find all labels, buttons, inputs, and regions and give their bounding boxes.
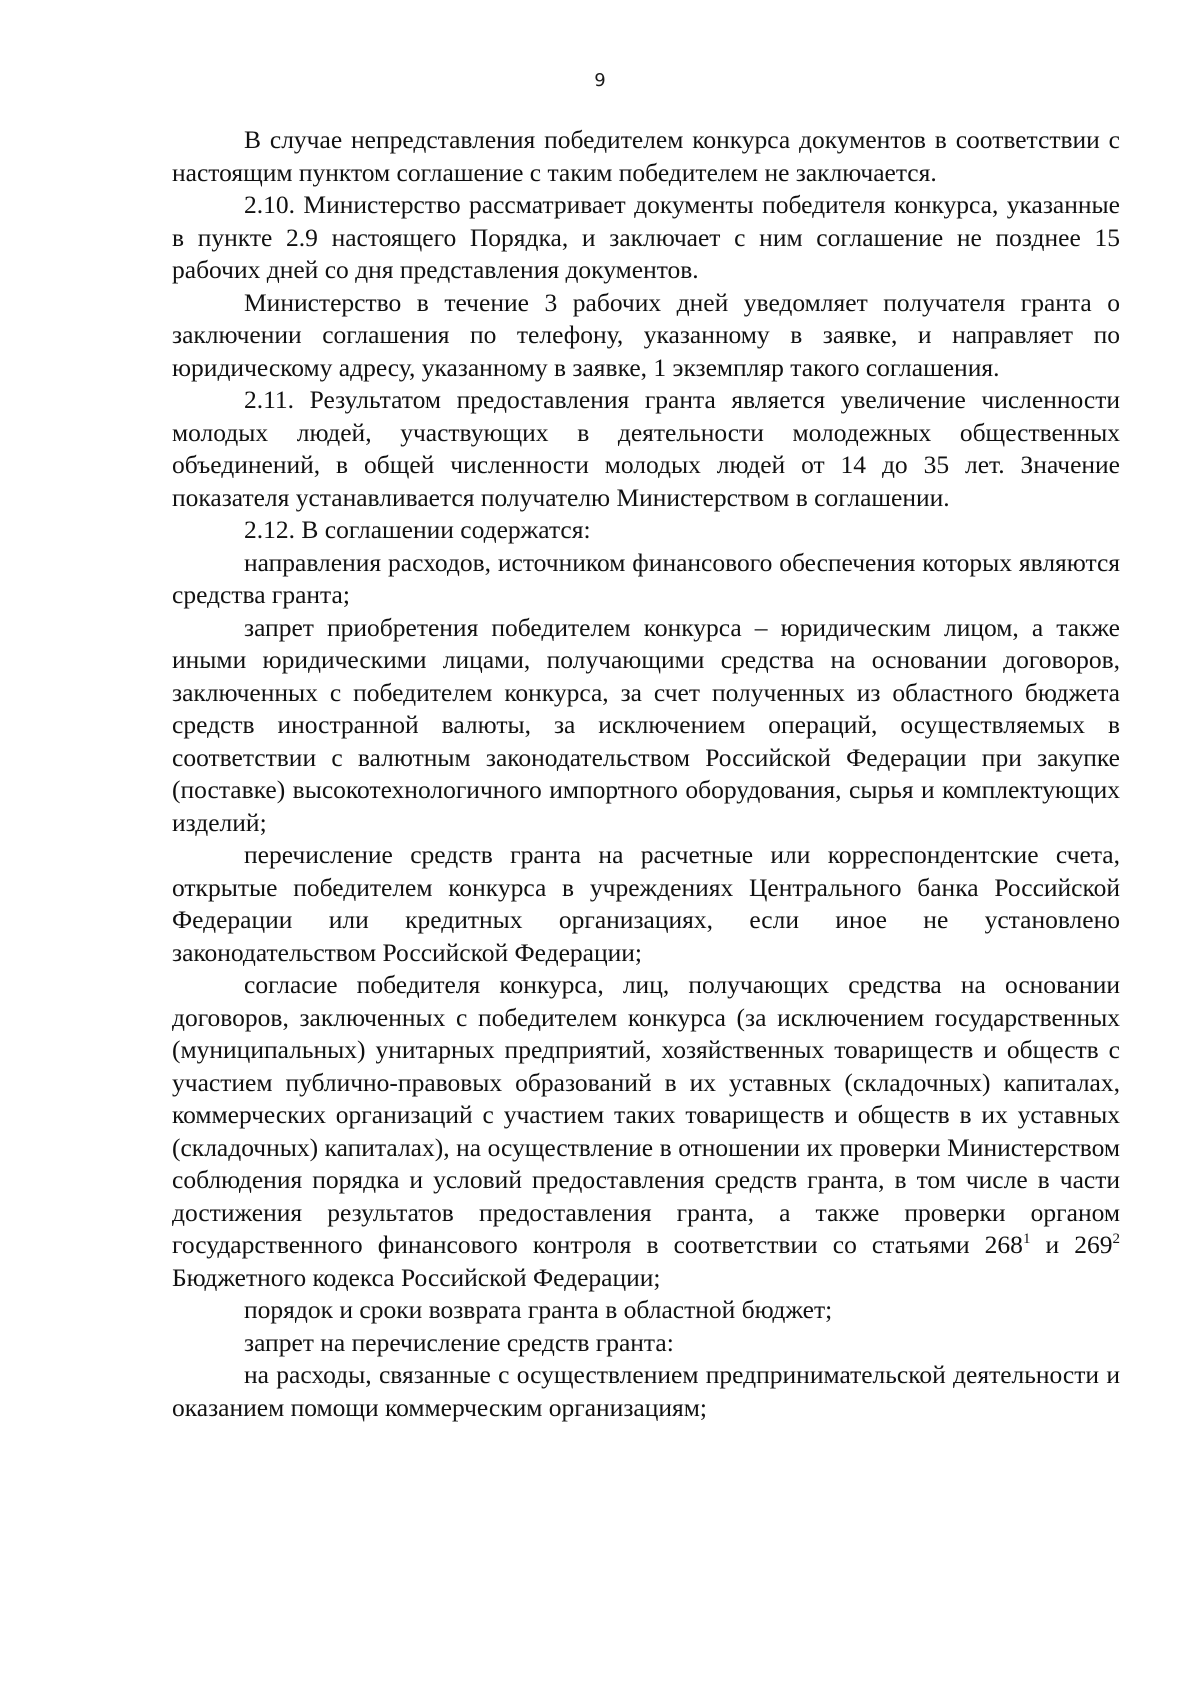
paragraph-currency-ban: запрет приобретения победителем конкурса – юридическим лицом, а также иными юридическими лицами, получающими средства на основании договоров, заключенных с победителем конкурса, за счет полученных из областного бюджета средств иностранной валюты, за исключением операций, осуществляемых в соответствии с валютным законодательством Российской Федерации при закупке (поставке) высокотехнологичного импортного оборудования, сырья и комплектующих изделий; — [172, 612, 1120, 837]
page-number: 9 — [594, 70, 606, 91]
paragraph-2-10: 2.10. Министерство рассматривает документы победителя конкурса, указанные в пункте 2.9 настоящего Порядка, и заключает с ним соглашение не позднее 15 рабочих дней со дня представления документов. — [172, 190, 1120, 284]
paragraph-transfer-accounts: перечисление средств гранта на расчетные или корреспондентские счета, открытые победителем конкурса в учреждениях Центрального банка Российской Федерации или кредитных организациях, если иное не установлено законодательством Российской Федерации; — [172, 840, 1120, 967]
paragraph-2-11: 2.11. Результатом предоставления гранта является увеличение численности молодых людей, участвующих в деятельности молодежных общественных объединений, в общей численности молодых людей от 14 до 35 лет. Значение показателя устанавливается получателю Министерством в соглашении. — [172, 385, 1120, 512]
paragraph-consent — [172, 969, 1120, 1294]
paragraph-expense-directions: направления расходов, источником финансового обеспечения которых являются средства гранта; — [172, 547, 1120, 609]
paragraph-2-12: 2.12. В соглашении содержатся: — [244, 515, 591, 544]
paragraph-transfer-ban: запрет на перечисление средств гранта: — [244, 1327, 674, 1357]
footnote-marker-269: 2 — [1112, 1231, 1120, 1247]
consent-text-part1: согласие победителя конкурса, лиц, получающих средства на основании договоров, заключенных с победителем конкурса (за исключением государственных (муниципальных) унитарных предприятий, хозяйственных товариществ и обществ с участием публично-правовых образований в их уставных (складочных) капиталах, коммерческих организаций с участием таких товариществ и обществ в их уставных (складочных) капиталах), на осуществление в отношении их проверки Министерством соблюдения порядка и условий предоставления средств гранта, в том числе в части достижения результатов предоставления гранта, а также проверки органом государственного финансового контроля в соответствии со статьями 268 — [172, 970, 1120, 1259]
document-body — [172, 124, 1120, 1424]
paragraph-business-expenses: на расходы, связанные с осуществлением предпринимательской деятельности и оказанием помощи коммерческим организациям; — [172, 1360, 1120, 1422]
consent-text-part3: Бюджетного кодекса Российской Федерации; — [172, 1262, 661, 1292]
paragraph-nonsubmission: В случае непредставления победителем конкурса документов в соответствии с настоящим пунктом соглашение с таким победителем не заключается. — [172, 125, 1120, 187]
footnote-marker-268: 1 — [1022, 1231, 1031, 1247]
consent-text-part2: и 269 — [1030, 1230, 1113, 1259]
paragraph-notification: Министерство в течение 3 рабочих дней уведомляет получателя гранта о заключении соглашения по телефону, указанному в заявке, и направляет по юридическому адресу, указанному в заявке, 1 экземпляр такого соглашения. — [172, 287, 1120, 382]
paragraph-return-procedure: порядок и сроки возврата гранта в областной бюджет; — [244, 1295, 833, 1324]
